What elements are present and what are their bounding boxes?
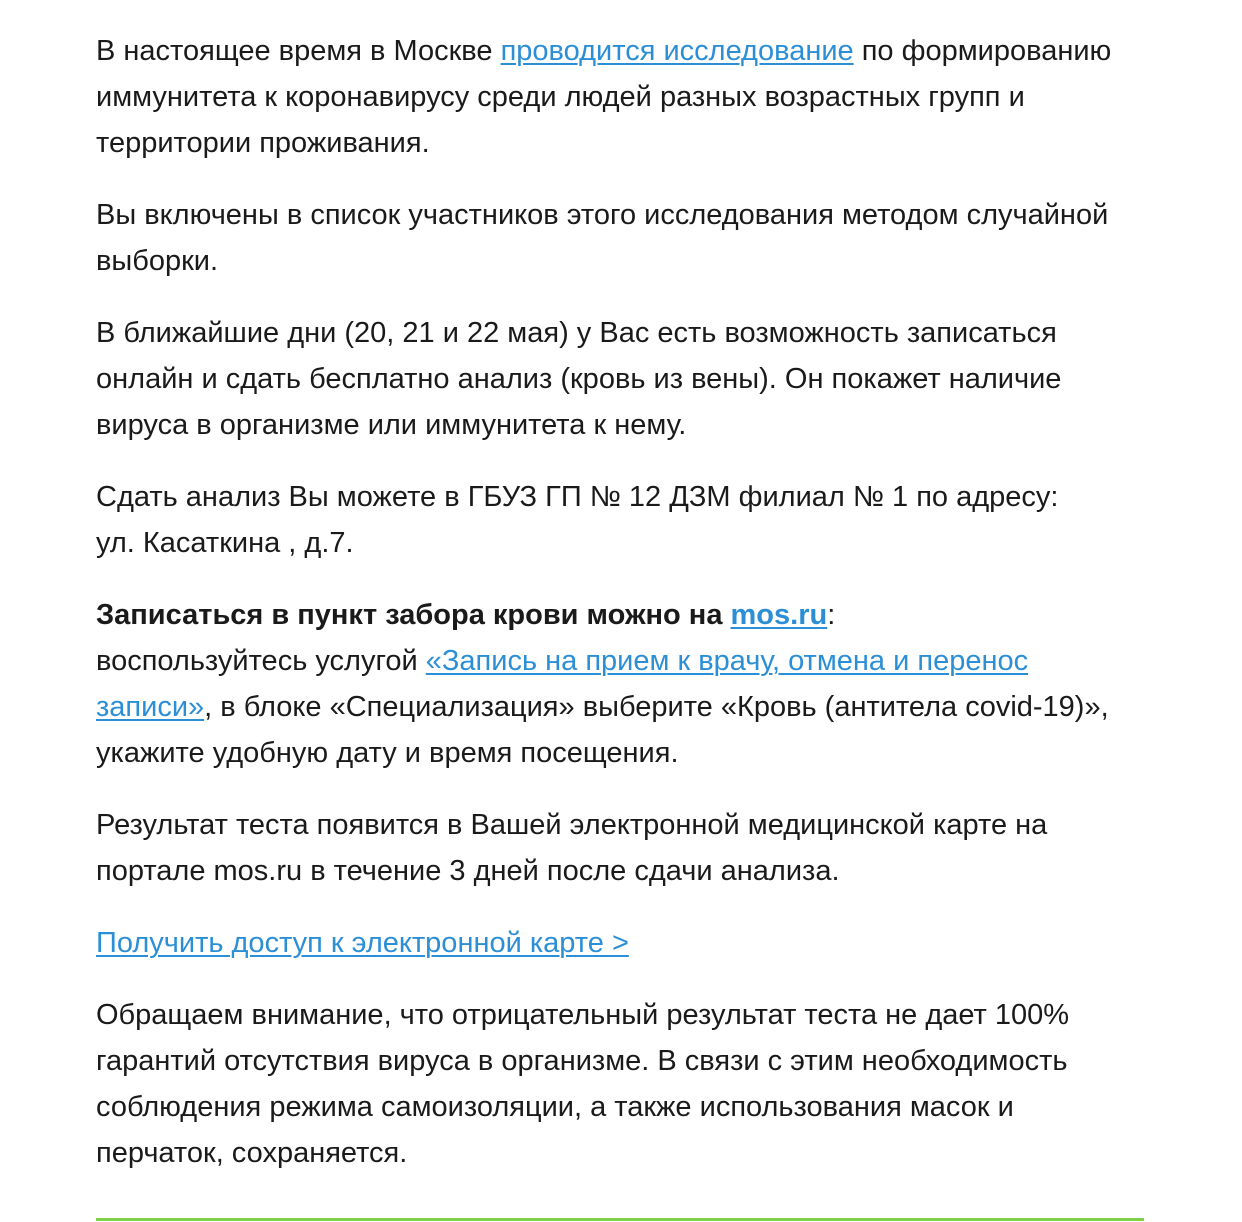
email-body — [96, 28, 1144, 1202]
footer-divider — [96, 1218, 1144, 1221]
paragraph-access — [96, 920, 1144, 966]
address-line-2: ул. Касаткина , д.7. — [96, 527, 354, 559]
paragraph-address — [96, 474, 1144, 566]
medical-card-access-link[interactable]: Получить доступ к электронной карте > — [96, 927, 629, 959]
study-intro-text-after: по формированию иммунитета к коронавирусу среди людей разных возрастных групп и территории проживания. — [96, 35, 1112, 159]
paragraph-warning: Обращаем внимание, что отрицательный результат теста не дает 100% гарантий отсутствия вируса в организме. В связи с этим необходимость соблюдения режима самоизоляции, а также использования масок и перчаток, сохраняется. — [96, 999, 1070, 1169]
signup-heading-text: Записаться в пункт забора крови можно на — [96, 599, 731, 631]
paragraph-participants: Вы включены в список участников этого исследования методом случайной выборки. — [96, 199, 1109, 277]
study-link[interactable]: проводится исследование — [500, 35, 854, 67]
paragraph-dates: В ближайшие дни (20, 21 и 22 мая) у Вас есть возможность записаться онлайн и сдать бесплатно анализ (кровь из вены). Он покажет наличие вируса в организме или иммунитета к нему. — [96, 317, 1062, 441]
signup-text-after: , в блоке «Специализация» выберите «Кровь (антитела covid-19)», укажите удобную дату и время посещения. — [96, 691, 1109, 769]
address-line-1: Сдать анализ Вы можете в ГБУЗ ГП № 12 ДЗМ филиал № 1 по адресу: — [96, 481, 1059, 513]
paragraph-signup — [96, 592, 1144, 776]
paragraph-results: Результат теста появится в Вашей электронной медицинской карте на портале mos.ru в течение 3 дней после сдачи анализа. — [96, 809, 1048, 887]
signup-heading — [96, 599, 827, 631]
signup-colon: : — [827, 599, 836, 631]
doctor-appointment-link[interactable]: «Запись на прием к врачу, отмена и перенос записи» — [96, 645, 1029, 723]
study-intro-text-before: В настоящее время в Москве — [96, 35, 501, 67]
mos-ru-link[interactable]: mos.ru — [730, 599, 828, 631]
paragraph-study-intro — [96, 28, 1144, 166]
signup-text-before: воспользуйтесь услугой — [96, 645, 426, 677]
